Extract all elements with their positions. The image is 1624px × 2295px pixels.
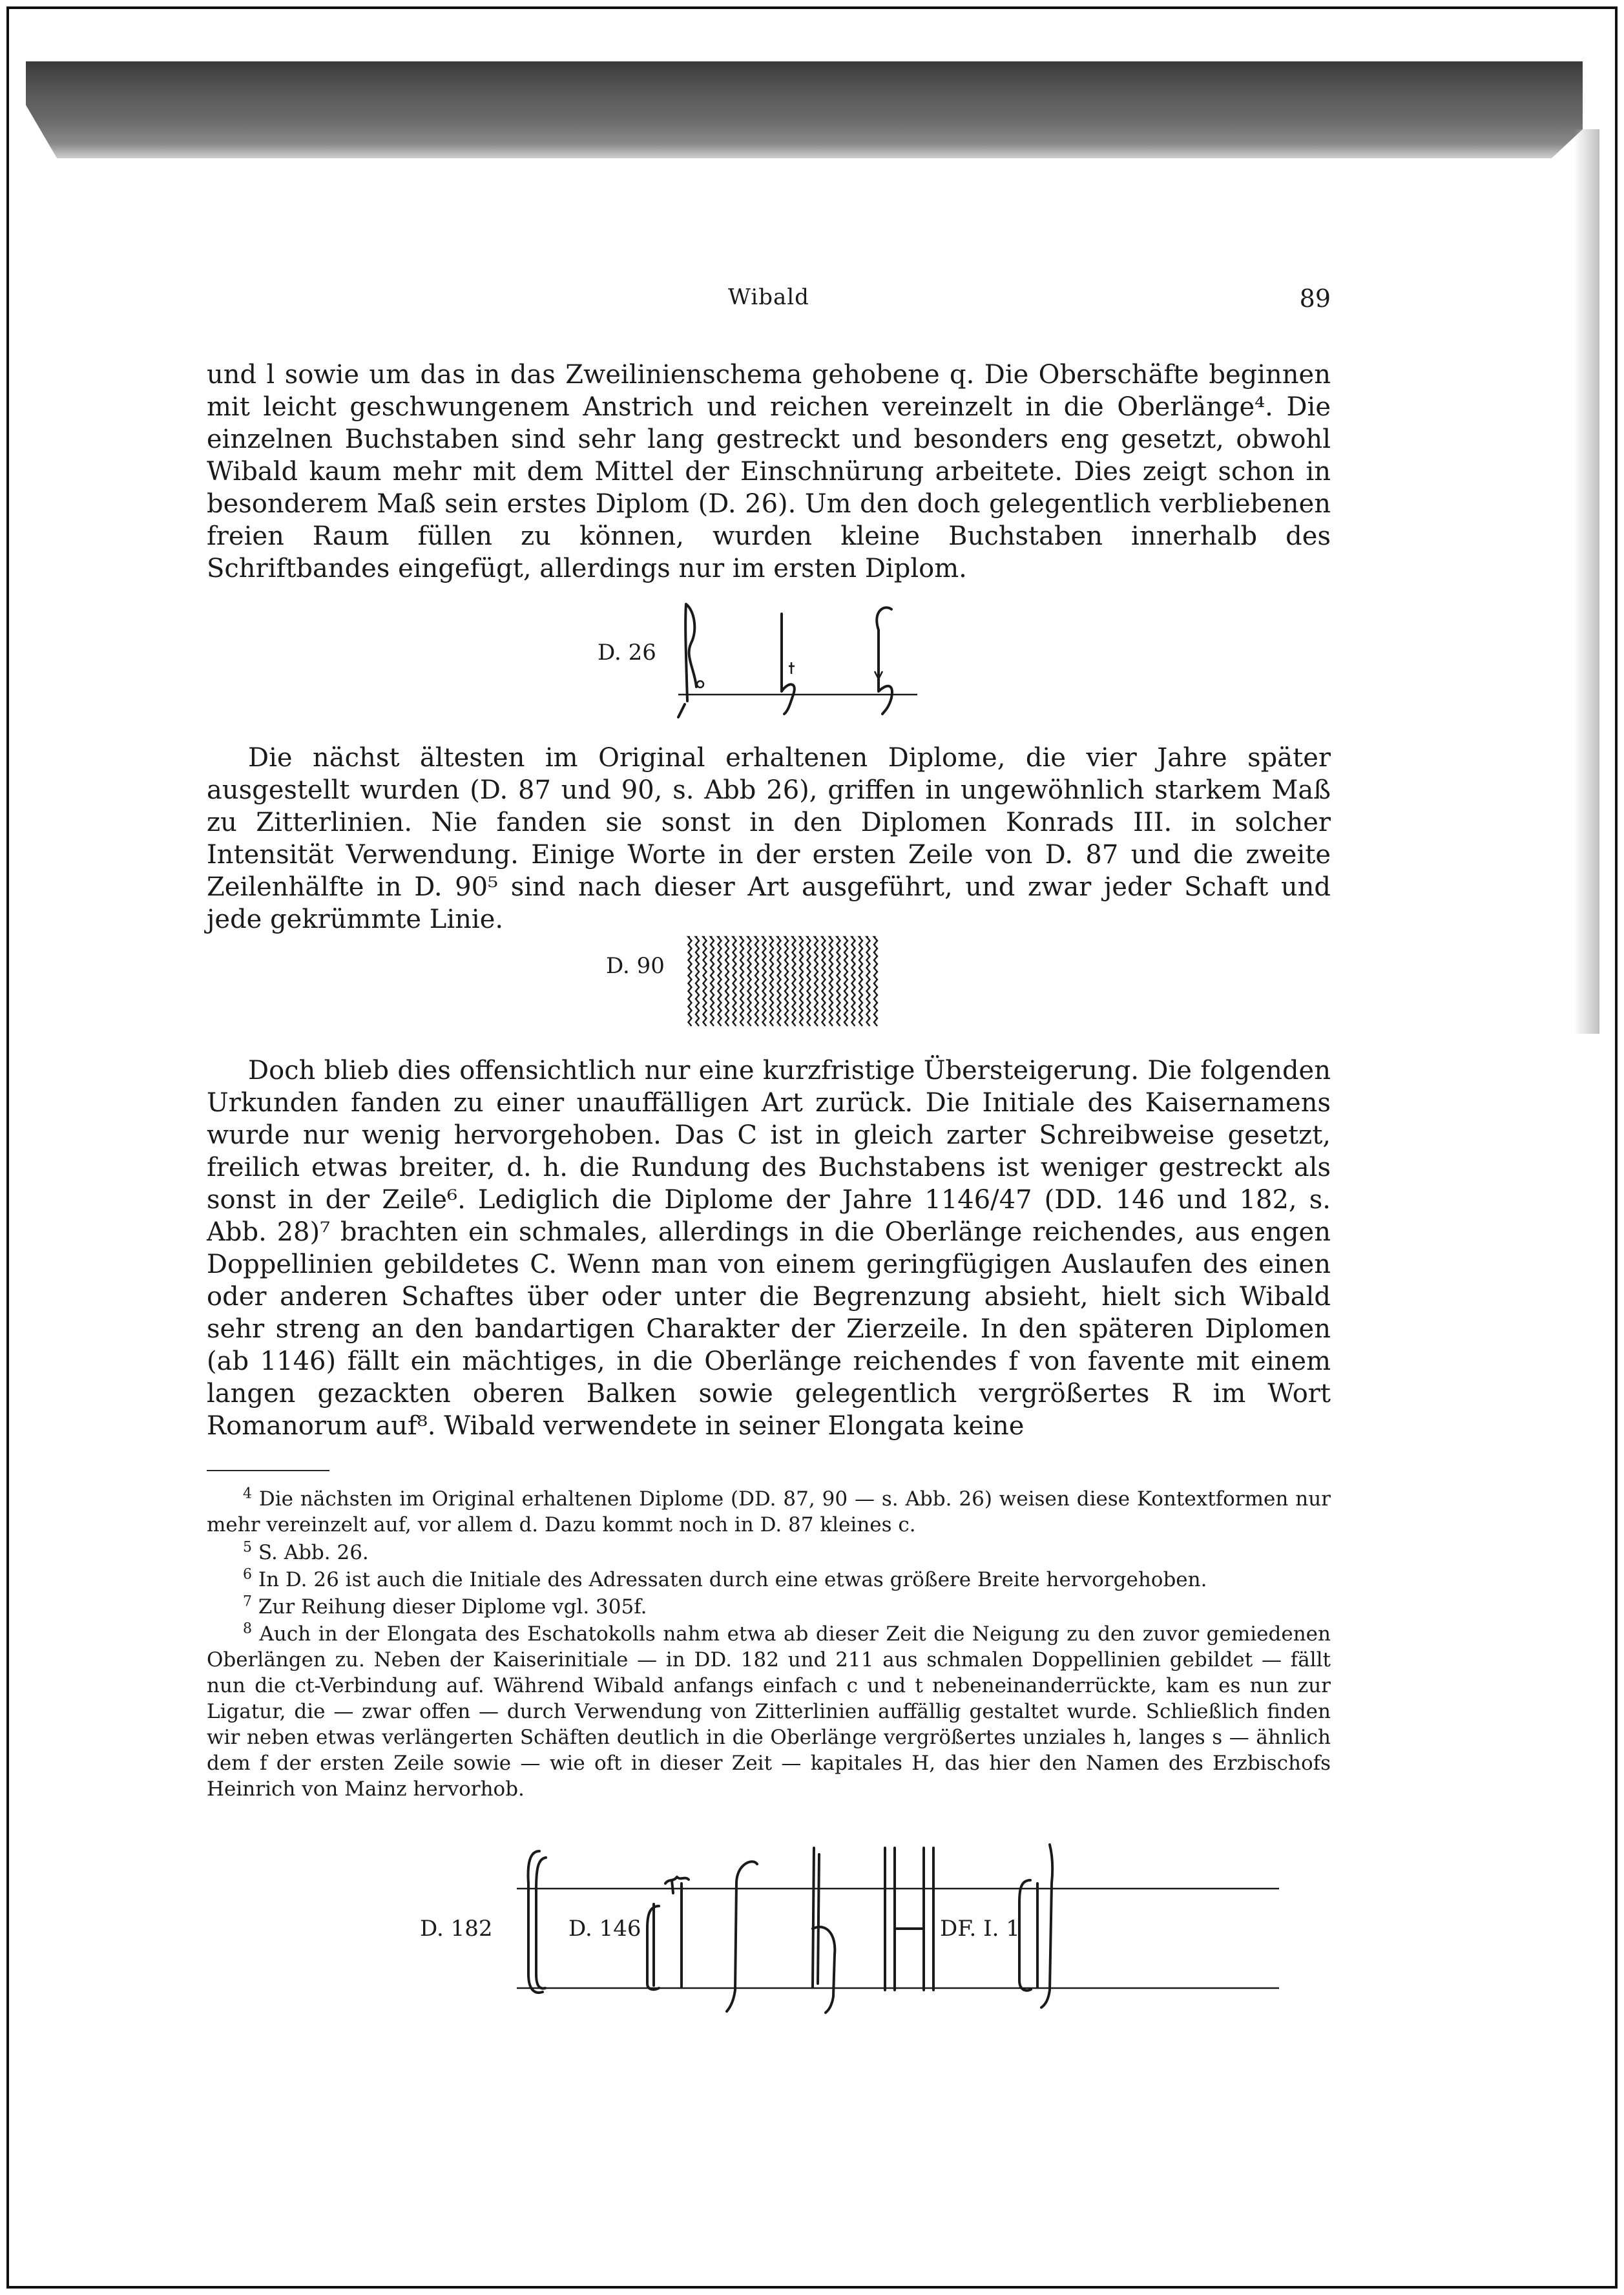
paragraph-3: Doch blieb dies offensichtlich nur eine kurzfristige Übersteigerung. Die folgenden Urkunden fanden zu einer unauffälligen Art zurück. Die Initiale des Kaisernamens wurde nur wenig hervorgehoben. Das C ist in gleich zarter Schreibweise gesetzt, freilich etwas breiter, d. h. die Rundung des Buchstabens ist weniger gestreckt als sonst in der Zeile⁶. Lediglich die Diplome der Jahre 1146/47 (DD. 146 und 182, s. Abb. 28)⁷ brachten ein schmales, allerdings in die Oberlänge reichendes, aus engen Doppellinien gebildetes C. Wenn man von einem geringfügigen Auslaufen des einen oder anderen Schaftes über oder unter die Begrenzung absieht, hielt sich Wibald sehr streng an den bandartigen Charakter der Zierzeile. In den späteren Diplomen (ab 1146) fällt ein mächtiges, in die Oberlänge reichendes f von favente mit einem langen gezackten oberen Balken sowie gelegentlich vergrößertes R im Wort Romanorum auf⁸. Wibald verwendete in seiner Elongata keine	[207, 1056, 1331, 1441]
running-title: Wibald	[728, 284, 809, 310]
footnote-text: Die nächsten im Original erhaltenen Diplome (DD. 87, 90 — s. Abb. 26) weisen diese Kontextformen nur mehr vereinzelt auf, vor allem d. Dazu kommt noch in D. 87 kleines c.	[207, 1487, 1331, 1536]
zitterlinie-stroke	[778, 937, 781, 1026]
scan-edge-shadow	[1574, 129, 1599, 1034]
zitterlinie-stroke	[874, 937, 877, 1026]
footnote-number: 6	[243, 1566, 252, 1583]
zitterlinie-stroke	[725, 937, 729, 1026]
c-double-line-df	[1019, 1845, 1052, 2007]
ct-ligature	[647, 1877, 689, 1989]
figure-d182-d146-dfi1-letterforms	[504, 1845, 1292, 2013]
zitterlinie-stroke	[763, 937, 766, 1026]
capital-h	[885, 1848, 933, 1990]
small-t-glyph	[789, 662, 795, 674]
footnote-8	[207, 1621, 1331, 1802]
zitterlinie-stroke	[807, 937, 811, 1026]
zitterlinie-stroke	[852, 937, 855, 1026]
figure-d146-label: D. 146	[568, 1916, 641, 1942]
footnote-text: In D. 26 ist auch die Initiale des Adressaten durch eine etwas größere Breite hervorgehoben.	[258, 1568, 1207, 1591]
zitterlinie-stroke	[740, 937, 744, 1026]
zitterlinie-stroke	[703, 937, 707, 1026]
figure-d90-label: D. 90	[606, 953, 665, 979]
h-stroke	[782, 614, 795, 714]
zitterlinie-stroke	[844, 937, 848, 1026]
zitterlinie-stroke	[770, 937, 773, 1026]
paragraph-1: und l sowie um das in das Zweilinienschema gehobene q. Die Oberschäfte beginnen mit leicht geschwungenem Anstrich und reichen vereinzelt in die Oberlänge⁴. Die einzelnen Buchstaben sind sehr lang gestreckt und besonders eng gesetzt, obwohl Wibald kaum mehr mit dem Mittel der Einschnürung arbeitete. Dies zeigt schon in besonderem Maß sein erstes Diplom (D. 26). Um den doch gelegentlich verbliebenen freien Raum füllen zu können, wurden kleine Buchstaben innerhalb des Schriftbandes eingefügt, allerdings nur im ersten Diplom.	[207, 360, 1331, 583]
zitterlinie-stroke	[718, 937, 722, 1026]
zitterlinie-stroke	[822, 937, 826, 1026]
footnote-separator	[207, 1470, 329, 1471]
figure-d182-label: D. 182	[420, 1916, 493, 1942]
zitterlinie-stroke	[800, 937, 803, 1026]
long-s-stroke	[678, 604, 696, 717]
zitterlinie-stroke	[815, 937, 818, 1026]
zitterlinie-stroke	[867, 937, 870, 1026]
footnote-text: Auch in der Elongata des Eschatokolls nahm etwa ab dieser Zeit die Neigung zu den zuvor gemiedenen Oberlängen zu. Neben der Kaiserinitiale — in DD. 182 und 211 aus schmalen Doppellinien gebildet — fällt nun die ct-Verbindung auf. Während Wibald anfangs einfach c und t nebeneinanderrückte, kam es nun zur Ligatur, die — zwar offen — durch Verwendung von Zitterlinien auffällig gestaltet wurde. Schließlich finden wir neben etwas verlängerten Schäften deutlich in die Oberlänge vergrößertes unziales h, langes s — ähnlich dem f der ersten Zeile sowie — wie oft in dieser Zeit — kapitales H, das hier den Namen des Erzbischofs Heinrich von Mainz hervorhob.	[207, 1622, 1331, 1801]
footnote-text: S. Abb. 26.	[258, 1541, 369, 1564]
zitterlinie-stroke	[837, 937, 840, 1026]
scan-shadow-band	[26, 61, 1583, 158]
zitterlinie-stroke	[793, 937, 796, 1026]
footnote-6	[207, 1567, 1331, 1593]
footnote-5	[207, 1540, 1331, 1566]
zitterlinie-stroke	[748, 937, 751, 1026]
figure-d26-label: D. 26	[598, 640, 656, 665]
zitterlinie-stroke	[859, 937, 862, 1026]
footnote-number: 4	[243, 1485, 252, 1502]
zitterlinie-stroke	[829, 937, 833, 1026]
running-header	[207, 284, 1331, 323]
figure-df-i-1-label: DF. I. 1	[940, 1916, 1020, 1942]
footnote-number: 5	[243, 1539, 252, 1556]
footnote-number: 7	[243, 1593, 252, 1610]
zitterlinie-stroke	[711, 937, 714, 1026]
figure-d90-romanorum-zitterlinien	[685, 930, 891, 1034]
zitterlinie-stroke	[755, 937, 758, 1026]
small-o-glyph	[697, 681, 703, 687]
figure-d26-letterforms	[672, 604, 930, 720]
c-double-line-d182	[528, 1851, 546, 1993]
page-number: 89	[1299, 284, 1331, 313]
f-stroke	[877, 607, 892, 714]
paragraph-2: Die nächst ältesten im Original erhaltenen Diplome, die vier Jahre später ausgestellt wurden (D. 87 und 90, s. Abb 26), griffen in ungewöhnlich starkem Maß zu Zitterlinien. Nie fanden sie sonst in den Diplomen Konrads III. in solcher Intensität Verwendung. Einige Worte in der ersten Zeile von D. 87 und die zweite Zeilenhälfte in D. 90⁵ sind nach dieser Art ausgeführt, und zwar jeder Schaft und jede gekrümmte Linie.	[207, 743, 1331, 934]
footnote-number: 8	[243, 1620, 252, 1637]
zitterlinie-stroke	[785, 937, 788, 1026]
zitterlinie-stroke	[733, 937, 736, 1026]
zitterlinie-stroke	[696, 937, 699, 1026]
footnote-4	[207, 1486, 1331, 1538]
zitterlinie-stroke	[689, 937, 692, 1026]
footnote-7	[207, 1594, 1331, 1620]
footnote-text: Zur Reihung dieser Diplome vgl. 305f.	[258, 1595, 647, 1619]
